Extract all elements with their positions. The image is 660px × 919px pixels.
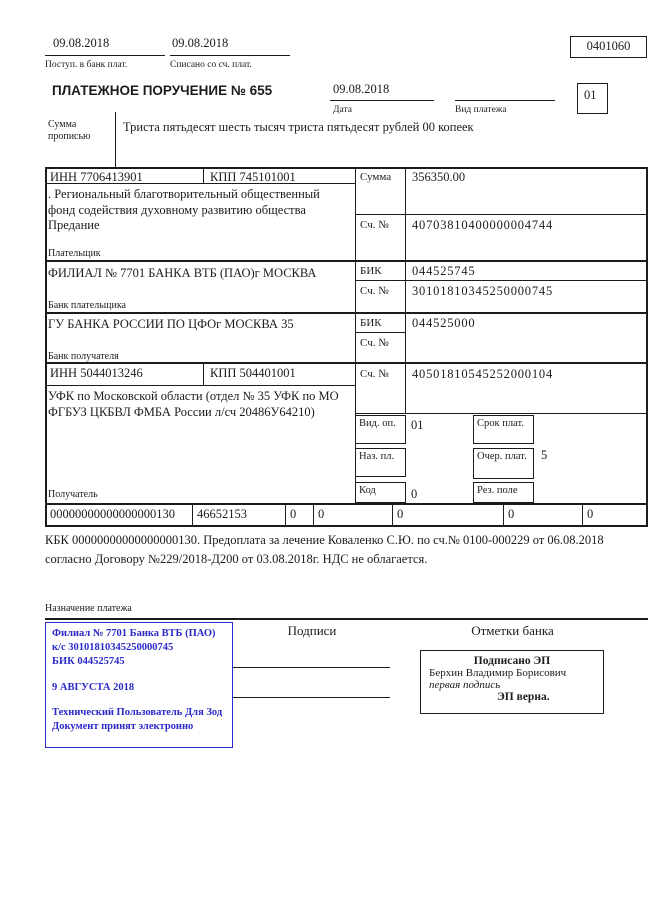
payee-section-label: Получатель — [48, 489, 98, 500]
esign-verified: ЭП верна. — [497, 691, 550, 703]
document-title: ПЛАТЕЖНОЕ ПОРУЧЕНИЕ № 655 — [52, 83, 273, 98]
table-border — [203, 362, 204, 386]
stamp-accepted: Документ принят электронно — [52, 721, 194, 733]
table-border — [503, 503, 504, 525]
payee-account: 40501810545252000104 — [412, 367, 553, 381]
payment-kind-label: Вид платежа — [455, 105, 507, 115]
esign-subtitle: первая подпись — [429, 679, 501, 691]
basis-code: 0 — [290, 507, 297, 521]
esign-title: Подписано ЭП — [473, 655, 551, 667]
payer-name: . Региональный благотворительный общественный фонд содействия духовному развитию общества Предание — [48, 187, 320, 233]
payer-account-label: Сч. № — [360, 219, 389, 231]
payee-account-label: Сч. № — [360, 368, 389, 380]
table-border — [355, 280, 648, 281]
table-border — [45, 362, 648, 364]
amount-words-label: Сумма прописью — [48, 119, 91, 142]
table-border — [45, 312, 648, 314]
received-date-field — [45, 36, 165, 56]
amount-words-divider — [115, 112, 116, 167]
stamp-corr-account: к/с 30101810345250000745 — [52, 641, 174, 653]
debited-date: 09.08.2018 — [172, 36, 229, 50]
purpose-label: Назначение платежа — [45, 603, 132, 614]
table-border — [45, 503, 648, 505]
signature-line — [233, 697, 390, 698]
payee-bank-bik: 044525000 — [412, 316, 476, 330]
table-border — [646, 167, 648, 525]
term-cell: Срок плат. — [473, 415, 534, 444]
kbk-code: 00000000000000000130 — [50, 507, 175, 521]
table-border — [45, 260, 648, 262]
priority-value: 5 — [541, 448, 548, 462]
amount-label: Сумма — [360, 171, 392, 183]
period-code: 0 — [318, 507, 325, 521]
payer-bank-bik-label: БИК — [360, 265, 382, 277]
table-border — [45, 167, 648, 169]
table-border — [203, 167, 204, 184]
table-border — [355, 214, 648, 215]
table-border — [405, 167, 406, 413]
purpose-code-cell: Наз. пл. — [355, 448, 406, 477]
table-border — [285, 503, 286, 525]
table-border — [45, 525, 648, 527]
purpose-divider — [45, 618, 648, 620]
payer-bank-account-label: Сч. № — [360, 285, 389, 297]
payee-bank-section-label: Банк получателя — [48, 351, 119, 362]
code-cell: Код — [355, 482, 406, 503]
amount-words-value: Триста пятьдесят шесть тысяч триста пятьдесят рублей 00 копеек — [123, 120, 474, 134]
table-border — [582, 503, 583, 525]
esign-name: Берхин Владимир Борисович — [429, 667, 567, 679]
table-border — [392, 503, 393, 525]
form-code-badge: 0401060 — [570, 36, 647, 58]
payee-name: УФК по Московской области (отдел № 35 УФК по МО ФГБУЗ ЦКБВЛ ФМБА России л/сч 20486У64210) — [48, 389, 339, 419]
payer-kpp: КПП 745101001 — [210, 170, 296, 184]
table-border — [355, 413, 648, 414]
esign-box — [420, 650, 604, 714]
payer-bank-name: ФИЛИАЛ № 7701 БАНКА ВТБ (ПАО)г МОСКВА — [48, 266, 317, 280]
received-date: 09.08.2018 — [53, 36, 110, 50]
payer-bank-section-label: Банк плательщика — [48, 300, 126, 311]
stamp-bik: БИК 044525745 — [52, 655, 125, 667]
op-kind-cell: Вид. оп. — [355, 415, 406, 444]
table-border — [45, 167, 47, 525]
table-border — [313, 503, 314, 525]
bank-stamp — [45, 622, 233, 748]
table-border — [355, 332, 406, 333]
stamp-date: 9 АВГУСТА 2018 — [52, 681, 135, 693]
doc-number-code: 0 — [397, 507, 404, 521]
debited-date-field — [170, 36, 290, 56]
priority-cell: Очер. плат. — [473, 448, 534, 479]
payer-section-label: Плательщик — [48, 248, 101, 259]
payee-bank-bik-label: БИК — [360, 317, 382, 329]
bank-marks-label: Отметки банка — [471, 623, 554, 638]
payment-kind-field — [455, 82, 555, 101]
payment-type-code: 0 — [587, 507, 594, 521]
payer-bank-bik: 044525745 — [412, 264, 476, 278]
payer-bank-account: 30101810345250000745 — [412, 284, 553, 298]
oktmo-code: 46652153 — [197, 507, 247, 521]
purpose-text: КБК 00000000000000000130. Предоплата за лечение Коваленко С.Ю. по сч.№ 0100-000229 от 06.08.2018 согласно Договору №229/2018-Д200 от 03.08.2018г. НДС не облагается. — [45, 533, 604, 567]
received-date-label: Поступ. в банк плат. — [45, 60, 128, 70]
payee-inn: ИНН 5044013246 — [50, 366, 143, 380]
payee-bank-account-label: Сч. № — [360, 337, 389, 349]
date-label: Дата — [333, 105, 352, 115]
signatures-label: Подписи — [287, 623, 337, 638]
stamp-bank-name: Филиал № 7701 Банка ВТБ (ПАО) — [52, 628, 216, 639]
payer-account: 40703810400000004744 — [412, 218, 553, 232]
stamp-user: Технический Пользователь Для Зод — [52, 707, 223, 719]
payee-kpp: КПП 504401001 — [210, 366, 296, 380]
payer-status-badge: 01 — [577, 83, 608, 114]
table-border — [192, 503, 193, 525]
doc-date-code: 0 — [508, 507, 515, 521]
payee-bank-name: ГУ БАНКА РОССИИ ПО ЦФОг МОСКВА 35 — [48, 317, 294, 331]
signature-line — [233, 667, 390, 668]
amount-value: 356350.00 — [412, 170, 466, 184]
debited-date-label: Списано со сч. плат. — [170, 60, 252, 70]
table-border — [45, 385, 355, 386]
date-field — [330, 82, 434, 101]
op-kind-value: 01 — [411, 418, 424, 432]
date-value: 09.08.2018 — [333, 82, 390, 96]
code-value: 0 — [411, 487, 418, 501]
payer-inn: ИНН 7706413901 — [50, 170, 143, 184]
reserve-cell: Рез. поле — [473, 482, 534, 503]
